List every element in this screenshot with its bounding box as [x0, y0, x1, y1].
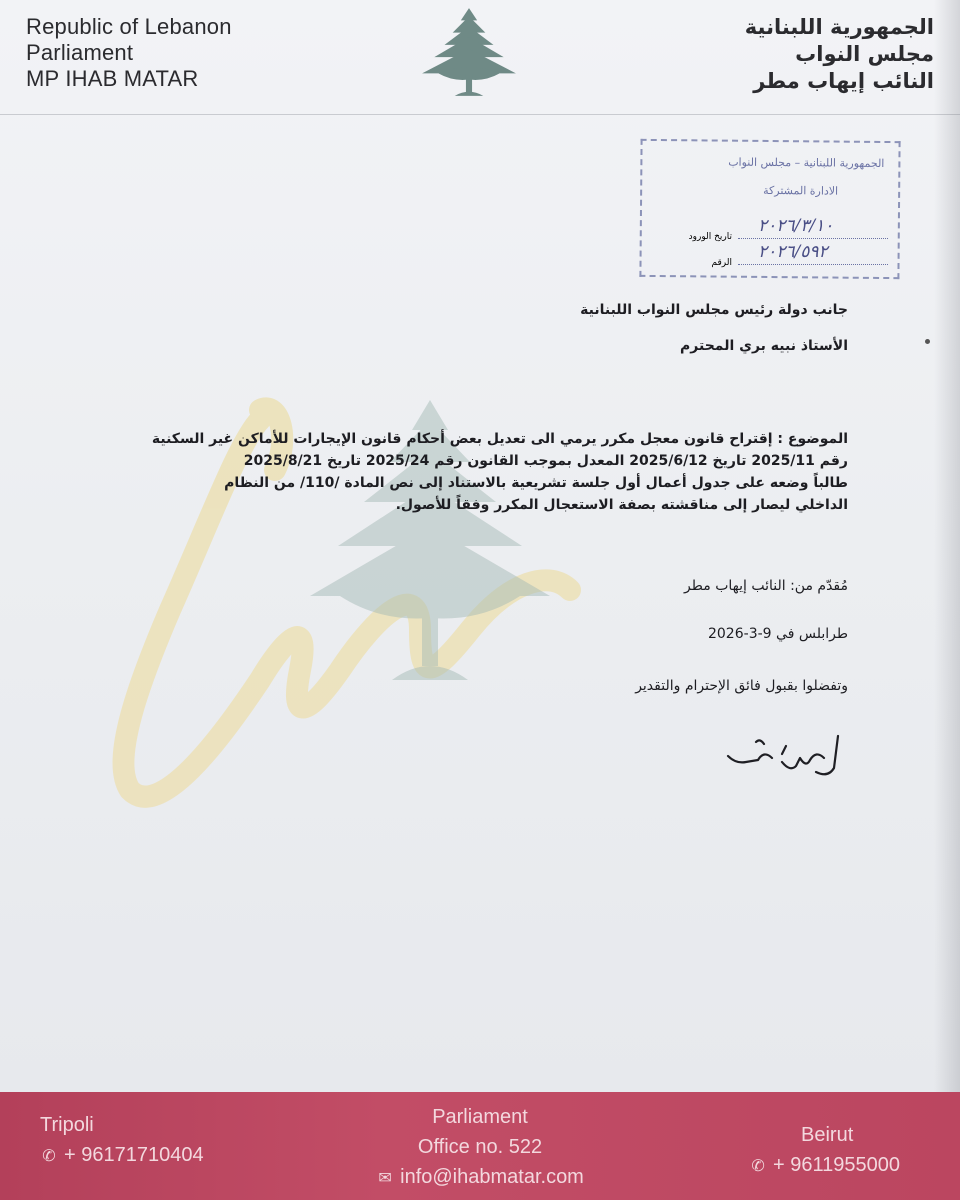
- subject-line-3: طالباً وضعه على جدول أعمال أول جلسة تشريعية بالاستناد إلى نص المادة /110/ من النظام: [224, 475, 848, 491]
- header-en-line-3: MP IHAB MATAR: [26, 66, 199, 91]
- cedar-logo-icon: [418, 6, 520, 98]
- header-ar-line-1: الجمهورية اللبنانية: [744, 15, 934, 39]
- header-arabic: [745, 14, 934, 95]
- bullet-dot: [925, 339, 930, 344]
- phone-icon: ✆: [751, 1158, 765, 1175]
- subject-paragraph: [78, 428, 848, 516]
- subject-line-4: الداخلي ليصار إلى مناقشته بصفة الاستعجال المكرر وفقاً للأصول.: [395, 497, 848, 513]
- footer-mid-email: info@ihabmatar.com: [400, 1166, 584, 1188]
- email-icon: ✉: [378, 1170, 392, 1187]
- header-ar-line-3: النائب إيهاب مطر: [753, 69, 934, 93]
- footer-mid-office: Office no. 522: [417, 1136, 543, 1158]
- subject-line-2: رقم 2025/11 تاريخ 2025/6/12 المعدل بموجب القانون رقم 2025/24 تاريخ 2025/8/21: [243, 453, 848, 469]
- header-ar-line-2: مجلس النواب: [795, 42, 934, 66]
- footer-left-city: Tripoli: [40, 1114, 94, 1136]
- handwritten-signature: [716, 728, 846, 782]
- header-en-line-1: Republic of Lebanon: [26, 14, 232, 39]
- stamp-number-value: ٢٠٢٦/٥٩٢: [758, 242, 828, 262]
- footer-mid-title: Parliament: [432, 1106, 528, 1128]
- stamp-department: الادارة المشتركة: [763, 183, 839, 198]
- closing-line: وتفضلوا بقبول فائق الإحترام والتقدير: [635, 678, 848, 694]
- footer-right-phone: + 9611955000: [773, 1154, 900, 1176]
- header-en-line-2: Parliament: [26, 40, 134, 65]
- footer-beirut: [749, 1120, 900, 1182]
- stamp-number-label: الرقم: [711, 258, 732, 268]
- submitted-by: مُقدّم من: النائب إيهاب مطر: [684, 578, 848, 594]
- header-divider: [0, 114, 960, 115]
- place-and-date: طرابلس في 9-3-2026: [707, 626, 848, 642]
- stamp-date-label: تاريخ الورود: [688, 232, 732, 242]
- letterhead-footer: [0, 1092, 960, 1200]
- stamp-date-row: [688, 216, 888, 242]
- addressee-name: الأستاذ نبيه بري المحترم: [680, 338, 848, 354]
- subject-line-1: الموضوع : إقتراح قانون معجل مكرر يرمي الى تعديل بعض أحكام قانون الإيجارات للأماكن غير السكنية: [151, 431, 848, 447]
- stamp-number-row: [711, 242, 888, 268]
- stamp-authority: الجمهورية اللبنانية – مجلس النواب: [728, 155, 885, 170]
- phone-icon: ✆: [42, 1148, 56, 1165]
- stamp-date-value: ٢٠٢٦/٣/١٠: [758, 216, 834, 236]
- footer-right-city: Beirut: [801, 1124, 854, 1146]
- header-english: [26, 14, 232, 92]
- footer-left-phone: + 96171710404: [64, 1144, 204, 1166]
- addressee-title: جانب دولة رئيس مجلس النواب اللبنانية: [580, 302, 848, 318]
